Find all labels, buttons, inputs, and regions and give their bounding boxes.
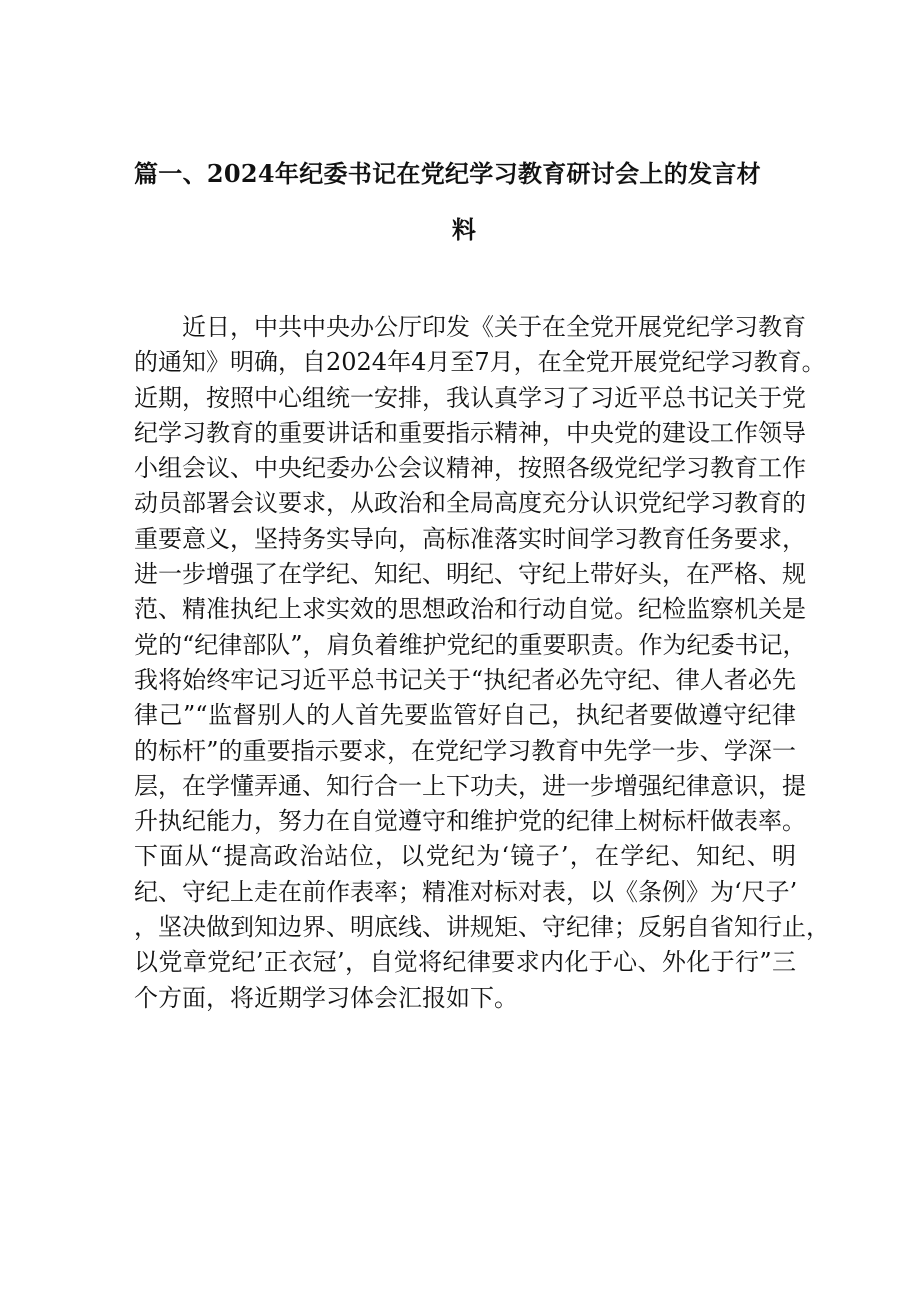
paragraph-line: 纪学习教育的重要讲话和重要指示精神，中央党的建设工作领导 — [134, 418, 806, 447]
paragraph-line: 近日，中共中央办公厅印发《关于在全党开展党纪学习教育 — [182, 313, 806, 341]
body-paragraph — [134, 310, 830, 1016]
title-line-2: 料 — [451, 215, 477, 244]
paragraph-line: 近期，按照中心组统一安排，我认真学习了习近平总书记关于党 — [134, 383, 806, 412]
paragraph-line: 的标杆”的重要指示要求，在党纪学习教育中先学一步、学深一 — [134, 736, 796, 765]
paragraph-line: 纪、守纪上走在前作表率；精准对标对表，以《条例》为‘尺子’ — [134, 877, 798, 906]
paragraph-line: 动员部署会议要求，从政治和全局高度充分认识党纪学习教育的 — [134, 489, 806, 518]
paragraph-line: 下面从“提高政治站位，以党纪为‘镜子’，在学纪、知纪、明 — [134, 842, 796, 871]
paragraph-line: 以党章党纪’正衣冠’，自觉将纪律要求内化于心、外化于行”三 — [134, 948, 796, 977]
paragraph-line: 层，在学懂弄通、知行合一上下功夫，进一步增强纪律意识，提 — [134, 771, 806, 800]
paragraph-line: 升执纪能力，努力在自觉遵守和维护党的纪律上树标杆做表率。 — [134, 807, 806, 836]
paragraph-line: 我将始终牢记习近平总书记关于“执纪者必先守纪、律人者必先 — [134, 665, 796, 694]
paragraph-line: 重要意义，坚持务实导向，高标准落实时间学习教育任务要求， — [134, 524, 806, 553]
paragraph-line: 个方面，将近期学习体会汇报如下。 — [134, 983, 518, 1012]
document-title — [134, 146, 794, 258]
paragraph-line: 小组会议、中央纪委办公会议精神，按照各级党纪学习教育工作 — [134, 454, 806, 483]
paragraph-line: 的通知》明确，自2024年4月至7月，在全党开展党纪学习教育。 — [134, 348, 826, 377]
title-line-1: 篇一、2024年纪委书记在党纪学习教育研讨会上的发言材 — [134, 159, 761, 188]
paragraph-line: 范、精准执纪上求实效的思想政治和行动自觉。纪检监察机关是 — [134, 595, 806, 624]
paragraph-line: 进一步增强了在学纪、知纪、明纪、守纪上带好头，在严格、规 — [134, 560, 806, 589]
paragraph-line: ，坚决做到知边界、明底线、讲规矩、守纪律；反躬自省知行止， — [134, 913, 830, 942]
paragraph-line: 党的“纪律部队”，肩负着维护党纪的重要职责。作为纪委书记， — [134, 630, 807, 659]
paragraph-line: 律己”“监督别人的人首先要监管好自己，执纪者要做遵守纪律 — [134, 701, 796, 730]
